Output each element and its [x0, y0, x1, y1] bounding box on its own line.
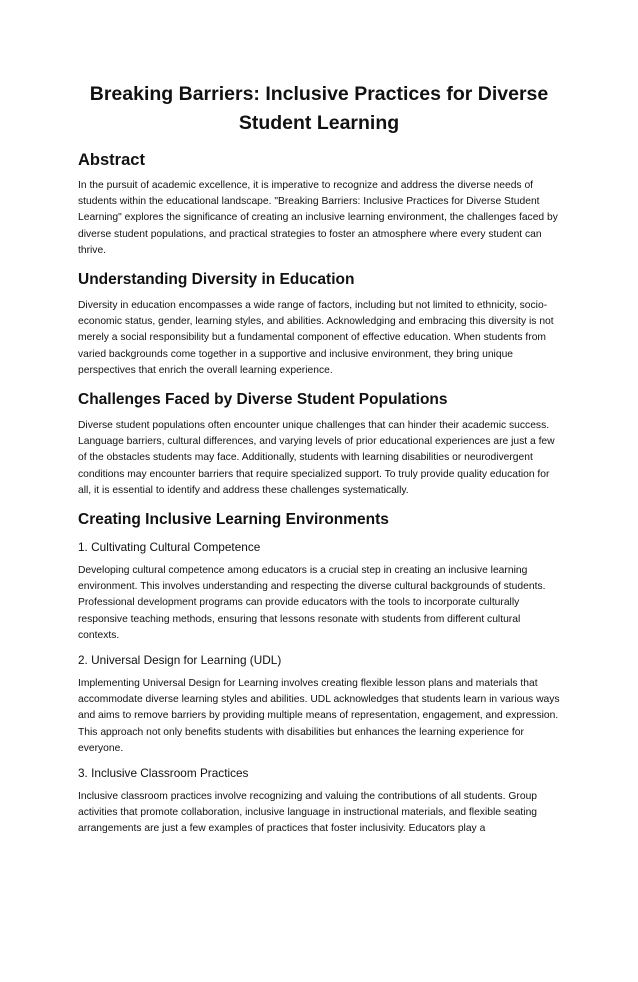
- creating-heading: Creating Inclusive Learning Environments: [78, 511, 389, 529]
- document-title: [78, 80, 560, 138]
- subheading-inclusive-classroom: 3. Inclusive Classroom Practices: [78, 766, 249, 781]
- document-page: [0, 80, 638, 982]
- cultural-competence-paragraph: Developing cultural competence among educators is a crucial step in creating an inclusive learning environment. This involves understanding and respecting the diverse cultural backgrounds of students. Professional development programs can provide educators with the tools to incorporate culturally responsive teaching methods, ensuring that lessons resonate with students from different cultural contexts.: [78, 565, 546, 641]
- subheading-cultural-competence: 1. Cultivating Cultural Competence: [78, 540, 261, 555]
- inclusive-classroom-paragraph: Inclusive classroom practices involve recognizing and valuing the contributions of all students. Group activities that promote collaboration, inclusive language in instructional materials, and flexible seating arrangements are just a few examples of practices that foster inclusivity. Educators play a: [78, 791, 538, 835]
- subheading-udl: 2. Universal Design for Learning (UDL): [78, 653, 282, 668]
- challenges-heading: Challenges Faced by Diverse Student Populations: [78, 391, 448, 409]
- title-line-2: Student Learning: [238, 112, 400, 134]
- understanding-paragraph: Diversity in education encompasses a wide range of factors, including but not limited to ethnicity, socio-economic status, gender, learning styles, and abilities. Acknowledging and embracing this diversity is not merely a social responsibility but a fundamental component of effective education. When students from varied backgrounds come together in a supportive and inclusive environment, they bring unique perspectives that enrich the overall learning experience.: [78, 300, 554, 376]
- understanding-heading: Understanding Diversity in Education: [78, 271, 355, 289]
- abstract-heading: Abstract: [78, 151, 145, 169]
- title-line-1: Breaking Barriers: Inclusive Practices for Diverse: [89, 83, 549, 105]
- abstract-paragraph: In the pursuit of academic excellence, it is imperative to recognize and address the diverse needs of students within the educational landscape. "Breaking Barriers: Inclusive Practices for Diverse Student Learning" explores the significance of creating an inclusive learning environment, the challenges faced by diverse student populations, and practical strategies to foster an atmosphere where every student can thrive.: [78, 180, 558, 256]
- challenges-paragraph: Diverse student populations often encounter unique challenges that can hinder their academic success. Language barriers, cultural differences, and varying levels of prior educational experiences are just a few of the obstacles students may face. Additionally, students with learning disabilities or neurodivergent conditions may encounter barriers that require specialized support. To truly provide quality education for all, it is essential to identify and address these challenges systematically.: [78, 420, 555, 496]
- udl-paragraph: Implementing Universal Design for Learning involves creating flexible lesson plans and materials that accommodate diverse learning styles and abilities. UDL acknowledges that students learn in various ways and aims to remove barriers by providing multiple means of representation, engagement, and expression. This approach not only benefits students with disabilities but enhances the learning experience for everyone.: [78, 678, 560, 754]
